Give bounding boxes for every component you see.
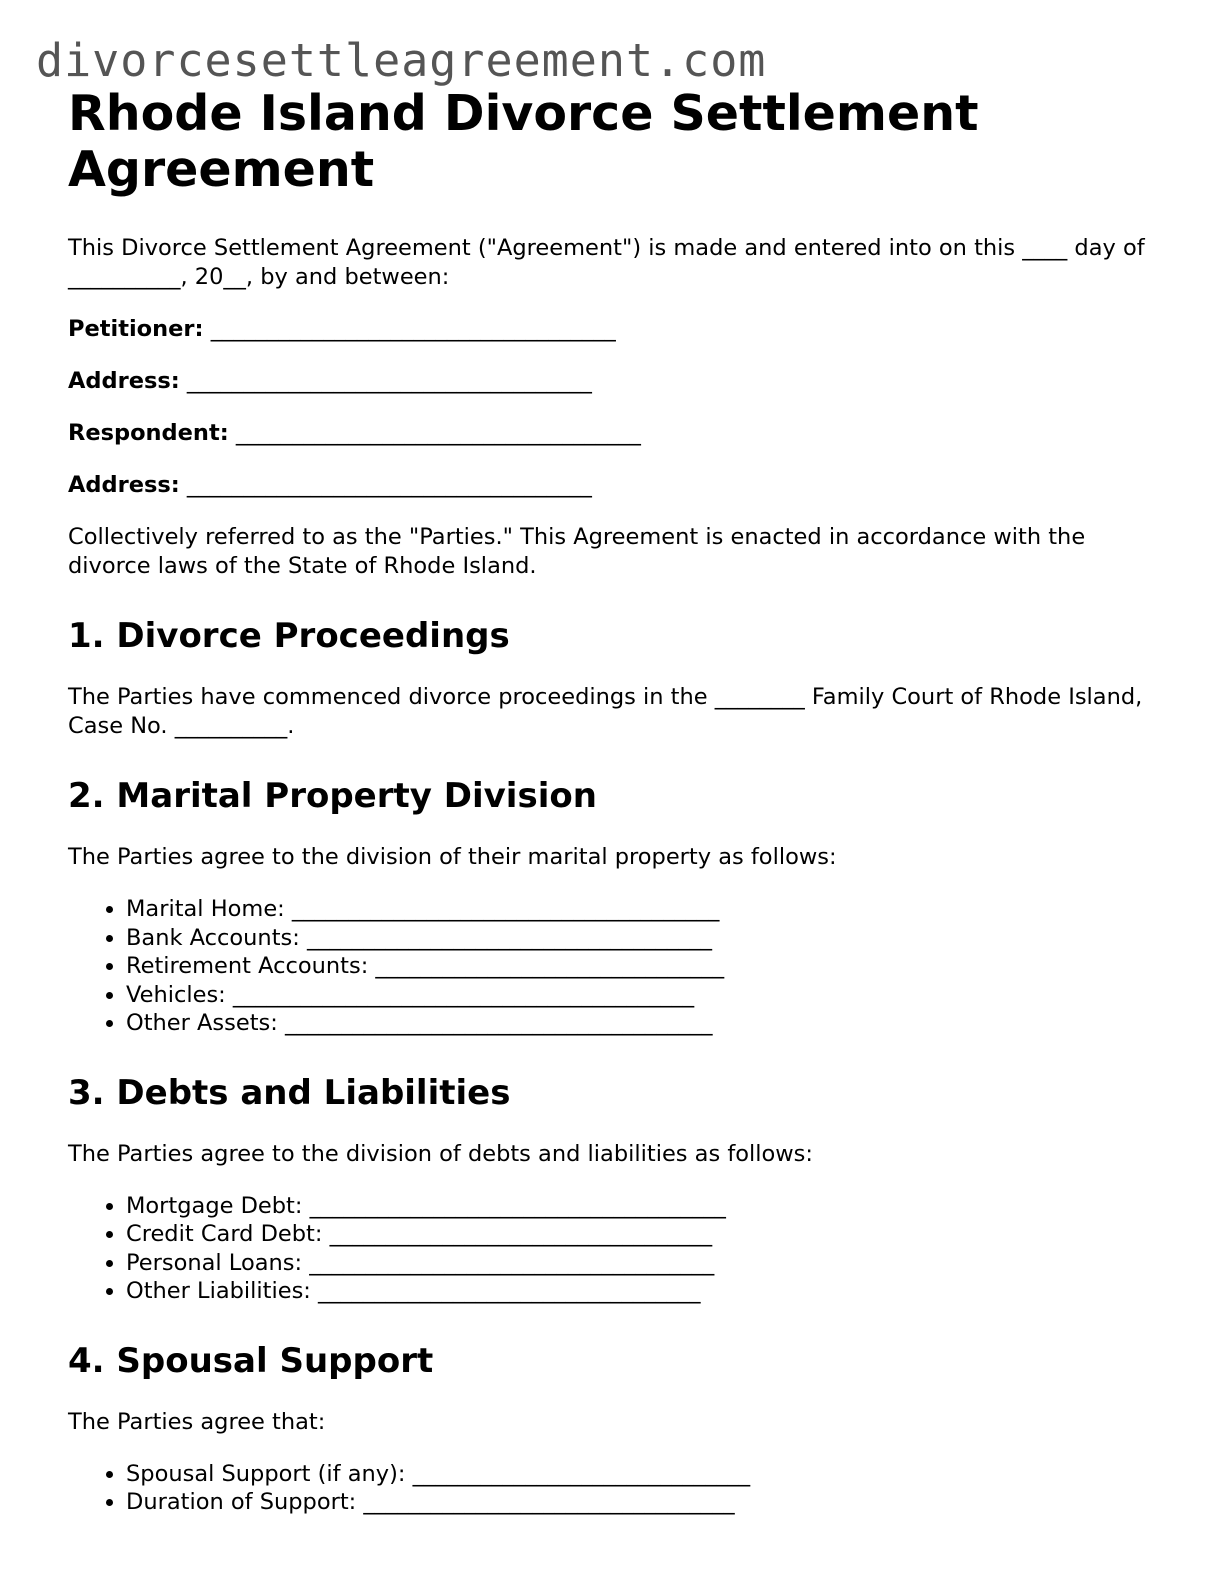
list-item: • Retirement Accounts: _______________________________: [126, 952, 1158, 981]
respondent-label: Respondent:: [68, 420, 229, 446]
list-item: • Mortgage Debt: _____________________________________: [126, 1192, 1158, 1221]
list-item: • Credit Card Debt: __________________________________: [126, 1220, 1158, 1249]
section-heading-support: 4. Spousal Support: [68, 1340, 434, 1381]
section-text-property: The Parties agree to the division of their marital property as follows:: [68, 844, 837, 870]
list-item: • Other Assets: ______________________________________: [126, 1009, 1158, 1038]
respondent-field: [68, 419, 1158, 448]
respondent-address-blank: ____________________________________: [186, 472, 592, 498]
page-title: Rhode Island Divorce Settlement Agreement: [68, 85, 979, 198]
list-item: • Other Liabilities: __________________________________: [126, 1277, 1158, 1306]
list-item: • Vehicles: _________________________________________: [126, 981, 1158, 1010]
petitioner-blank: ____________________________________: [210, 316, 616, 342]
support-list: [68, 1460, 1158, 1517]
respondent-address-label: Address:: [68, 472, 180, 498]
petitioner-address-field: [68, 367, 1158, 396]
document-body: [68, 86, 1158, 1517]
list-item: • Personal Loans: ____________________________________: [126, 1249, 1158, 1278]
list-item: • Spousal Support (if any): ______________________________: [126, 1460, 1158, 1489]
section-text-debts: The Parties agree to the division of debts and liabilities as follows:: [68, 1140, 813, 1167]
property-list: [68, 895, 1158, 1038]
respondent-address-field: [68, 471, 1158, 500]
watermark-text: divorcesettleagreement.com: [36, 34, 767, 87]
intro-paragraph: This Divorce Settlement Agreement ("Agreement") is made and entered into on this ____ day of __________, 20__, by and between:: [68, 235, 1145, 290]
petitioner-label: Petitioner:: [68, 316, 204, 342]
section-heading-proceedings: 1. Divorce Proceedings: [68, 616, 510, 656]
list-item: • Bank Accounts: ____________________________________: [126, 924, 1158, 953]
petitioner-address-label: Address:: [68, 368, 180, 394]
section-text-proceedings: The Parties have commenced divorce proceedings in the ________ Family Court of Rhode Island, Case No. __________.: [68, 684, 1143, 739]
collective-paragraph: Collectively referred to as the "Parties." This Agreement is enacted in accordance with the divorce laws of the State of Rhode Island.: [68, 524, 1086, 579]
section-heading-debts: 3. Debts and Liabilities: [68, 1072, 511, 1113]
debts-list: [68, 1192, 1158, 1306]
list-item: • Duration of Support: _________________________________: [126, 1488, 1158, 1517]
section-text-support: The Parties agree that:: [68, 1408, 326, 1435]
petitioner-address-blank: ____________________________________: [186, 368, 592, 394]
section-heading-property: 2. Marital Property Division: [68, 776, 597, 816]
list-item: • Marital Home: ______________________________________: [126, 895, 1158, 924]
petitioner-field: [68, 315, 1158, 344]
respondent-blank: ____________________________________: [235, 420, 641, 446]
